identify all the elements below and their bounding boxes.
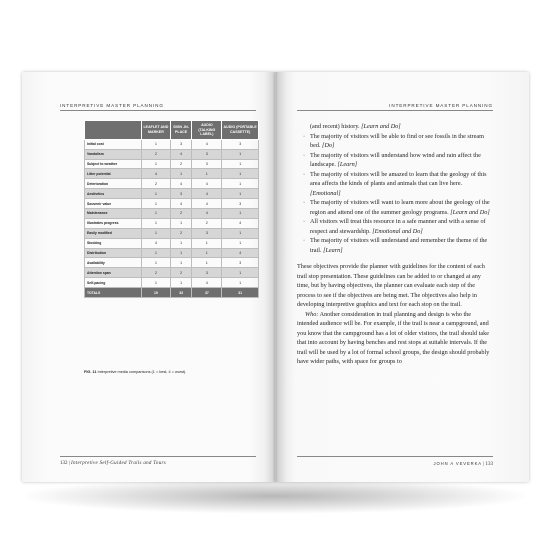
list-item	[297, 198, 493, 217]
bullet-dot: ·	[303, 199, 306, 206]
table-cell: 1	[142, 258, 171, 268]
right-page-number: 133	[485, 462, 493, 467]
table-cell: 2	[192, 218, 222, 228]
list-item-tag: [Learn and Do]	[450, 208, 490, 216]
table-totals-label: TOTALS	[85, 288, 142, 298]
table-cell: 1	[142, 199, 171, 209]
table-cell: 3	[192, 228, 222, 238]
table-row	[85, 218, 259, 228]
table-cell: 1	[192, 169, 222, 179]
table-row	[85, 278, 259, 288]
table-row-label: Stocking	[85, 238, 142, 248]
table-totals-cell: 31	[222, 288, 259, 298]
left-page-number: 132	[60, 461, 68, 466]
table-row-label: Easily modified	[85, 228, 142, 238]
table-cell: 3	[222, 258, 259, 268]
right-page	[275, 72, 529, 482]
table-row-label: Maintenance	[85, 209, 142, 219]
table-cell: 1	[222, 209, 259, 219]
bullet-dot: ·	[303, 237, 306, 244]
table-cell: 3	[222, 139, 259, 149]
table-cell: 1	[170, 218, 192, 228]
table-cell: 4	[170, 179, 192, 189]
table-cell: 1	[170, 169, 192, 179]
left-running-head: INTERPRETIVE MASTER PLANNING	[60, 103, 164, 108]
table-cell: 2	[170, 268, 192, 278]
table-row-label: Self-pacing	[85, 278, 142, 288]
table-cell: 1	[222, 169, 259, 179]
table-cell: 2	[142, 179, 171, 189]
table-cell: 1	[192, 238, 222, 248]
table-cell: 1	[170, 278, 192, 288]
table-cell: 1	[142, 218, 171, 228]
table-row	[85, 169, 259, 179]
table-cell: 1	[222, 179, 259, 189]
table-totals-row	[85, 288, 259, 298]
table-cell: 3	[170, 139, 192, 149]
table-row	[85, 228, 259, 238]
table-totals-cell: 19	[142, 288, 171, 298]
list-item-tag: [Do]	[322, 142, 335, 149]
table-row	[85, 199, 259, 209]
table-cell: 1	[192, 258, 222, 268]
right-folio-author: JOHN A VEVERKA	[433, 461, 482, 466]
table-header-cell: SIGN -IN- PLACE	[170, 121, 192, 140]
table-row	[85, 209, 259, 219]
table-cell: 1	[222, 268, 259, 278]
table-cell: 4	[142, 238, 171, 248]
table-row-label: Attention span	[85, 268, 142, 278]
table-cell: 1	[170, 258, 192, 268]
table-cell: 2	[170, 159, 192, 169]
table-row	[85, 258, 259, 268]
paragraph-who	[297, 310, 493, 367]
paragraph-objectives: These objectives provide the planner with guidelines for the content of each trail stop presentation. These guidelines can be added to or changed at any time, but by having objectives, the planner can evaluate each step of the process to see if the objectives are being met. The objectives also help in developing interpretive graphics and text for each stop on the trail.	[297, 263, 485, 308]
table-header-cell: AUDIO (PORTABLE CASSETTE)	[222, 121, 259, 140]
table-cell: 1	[142, 278, 171, 288]
list-item-text: The majority of visitors will be able to find or see fossils in the stream bed.	[310, 132, 484, 149]
table-cell: 2	[142, 268, 171, 278]
list-item	[297, 170, 493, 199]
table-row-label: Vandalism	[85, 149, 142, 159]
table-row-label: Deterioration	[85, 179, 142, 189]
left-folio-title: Interpretive Self-Guided Trails and Tours	[71, 461, 167, 466]
table-row-label: Aesthetics	[85, 189, 142, 199]
table-header-row	[85, 121, 259, 140]
table-row	[85, 268, 259, 278]
table-row-label: Subject to weather	[85, 159, 142, 169]
table-cell: 1	[222, 159, 259, 169]
list-item-text: All visitors will treat this resource in a safe manner and with a sense of respect and stewardship.	[310, 218, 486, 235]
list-item-text: The majority of visitors will be amazed to learn that the geology of this area affects the kinds of plants and animals that can live here.	[310, 170, 487, 187]
table-cell: 1	[170, 248, 192, 258]
table-row-label: Souvenir value	[85, 199, 142, 209]
list-item-text: The majority of visitors will understand and remember the theme of the trail.	[310, 237, 488, 254]
table-row	[85, 139, 259, 149]
table-row	[85, 189, 259, 199]
table-totals-cell: 33	[170, 288, 192, 298]
table-body	[85, 139, 259, 297]
list-item-tag: [Emotional and Do]	[372, 227, 423, 235]
paragraph-who-text: Another consideration in trail planning and design is who the intended audience will be. For example, if the trail is near a campground, and you know that the campground has a lot of older visitors, the trail should take that into account by having benches and rest stops at suitable intervals. If the trail will be used by a lot of formal school groups, the design should probably have wider paths, with space for groups to	[297, 310, 490, 365]
table-cell: 4	[192, 199, 222, 209]
table-row	[85, 248, 259, 258]
table-cell: 4	[192, 179, 222, 189]
open-book	[22, 72, 529, 492]
table-cell: 1	[142, 159, 171, 169]
table-cell: 1	[222, 238, 259, 248]
table-cell: 3	[222, 199, 259, 209]
table-cell: 3	[192, 159, 222, 169]
table-cell: 4	[192, 278, 222, 288]
table-cell: 1	[142, 139, 171, 149]
table-cell: 4	[222, 248, 259, 258]
right-body-text	[297, 122, 493, 367]
right-running-head: INTERPRETIVE MASTER PLANNING	[389, 103, 493, 108]
table-cell: 1	[222, 149, 259, 159]
list-item	[297, 236, 493, 255]
table-cell: 4	[192, 139, 222, 149]
table-cell: 2	[170, 209, 192, 219]
media-comparison-table	[84, 120, 259, 298]
left-folio	[60, 461, 166, 466]
table-row-label: Illustrates progress	[85, 218, 142, 228]
right-folio	[434, 461, 493, 467]
table-header-cell: LEAFLET AND MARKER	[142, 121, 171, 140]
table-cell: 2	[142, 149, 171, 159]
table-cell: 3	[170, 189, 192, 199]
folio-separator: |	[483, 462, 486, 467]
table-cell: 1	[142, 248, 171, 258]
list-item	[297, 217, 493, 236]
table-cell: 1	[222, 189, 259, 199]
list-item-text: The majority of visitors will understand how wind and rain affect the landscape.	[310, 151, 481, 168]
list-item-tag: [Learn]	[323, 246, 343, 254]
table-cell: 1	[142, 228, 171, 238]
table-cell: 1	[222, 228, 259, 238]
list-item-tag: [Emotional]	[310, 189, 341, 197]
table-row	[85, 149, 259, 159]
table-cell: 4	[170, 149, 192, 159]
table-header-cell: AUDIO (TALKING LABEL)	[192, 121, 222, 140]
list-item-continued	[297, 122, 493, 132]
table-cell: 4	[170, 199, 192, 209]
table-row	[85, 159, 259, 169]
table-cell: 4	[222, 218, 259, 228]
paragraph-who-lead: Who:	[305, 310, 319, 318]
table-cell: 1	[222, 278, 259, 288]
continued-text: (and recent) history.	[310, 123, 360, 130]
table-cell: 1	[192, 248, 222, 258]
table-row-label: Distribution	[85, 248, 142, 258]
left-page	[22, 72, 275, 482]
figure-caption-text: Interpretive media comparisons (1 = best, 4 = worst).	[96, 370, 187, 374]
right-head-rule	[297, 110, 493, 111]
table-cell: 4	[192, 189, 222, 199]
figure-caption-label: FIG. 11	[84, 370, 97, 374]
table-cell: 1	[170, 238, 192, 248]
list-item-tag: [Learn]	[337, 161, 358, 168]
bullet-dot: ·	[303, 132, 306, 140]
figure-caption	[84, 370, 259, 374]
table-cell: 1	[142, 189, 171, 199]
list-item	[297, 132, 493, 151]
table-row-label: Initial cost	[85, 139, 142, 149]
table-totals-cell: 37	[192, 288, 222, 298]
objectives-list	[297, 122, 493, 255]
bullet-dot: ·	[303, 218, 306, 225]
table-row	[85, 179, 259, 189]
left-head-rule	[60, 110, 256, 111]
table-cell: 4	[192, 209, 222, 219]
table-cell: 2	[170, 228, 192, 238]
list-item-text: The majority of visitors will want to learn more about the geology of the region and attend one of the summer geology programs.	[310, 199, 490, 216]
right-foot-rule	[297, 456, 493, 457]
list-item	[297, 151, 493, 170]
bullet-dot: ·	[303, 170, 306, 178]
table-cell: 3	[192, 149, 222, 159]
bullet-dot: ·	[303, 151, 306, 159]
continued-tag: [Learn and Do]	[361, 123, 401, 130]
table-header-cell	[85, 121, 142, 140]
table-row-label: Litter potential	[85, 169, 142, 179]
table-cell: 4	[142, 169, 171, 179]
table-row-label: Availability	[85, 258, 142, 268]
table-row	[85, 238, 259, 248]
folio-separator: |	[68, 461, 72, 466]
table-cell: 1	[142, 209, 171, 219]
table-cell: 3	[192, 268, 222, 278]
left-foot-rule	[60, 456, 256, 457]
